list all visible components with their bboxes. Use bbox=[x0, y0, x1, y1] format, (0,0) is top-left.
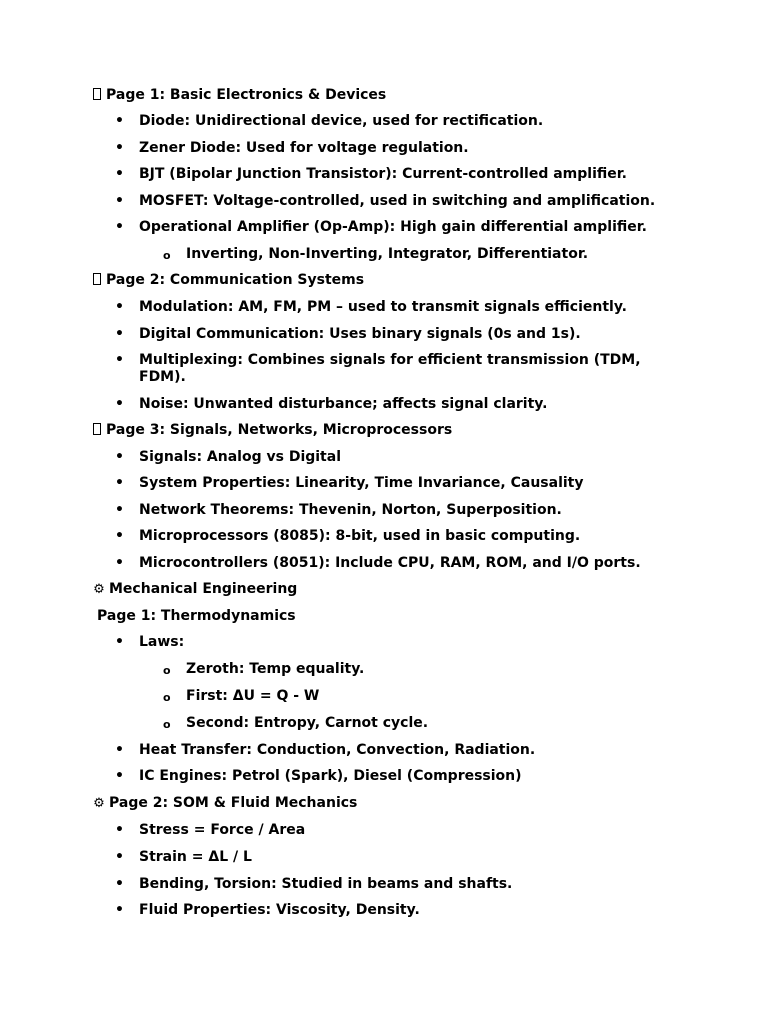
list-item-text: Signals: Analog vs Digital bbox=[139, 449, 341, 465]
list-item bbox=[115, 352, 659, 386]
circle-bullet-icon: o bbox=[163, 249, 171, 262]
list-item bbox=[115, 822, 679, 839]
list-item-text: Heat Transfer: Conduction, Convection, Radiation. bbox=[139, 742, 536, 758]
list-item bbox=[115, 768, 679, 785]
heading-text: Page 3: Signals, Networks, Microprocessors bbox=[106, 422, 453, 438]
circle-bullet-icon: o bbox=[163, 664, 171, 677]
bullet-icon: • bbox=[115, 849, 124, 865]
bullet-icon: • bbox=[115, 166, 124, 182]
bullet-icon: • bbox=[115, 352, 124, 368]
bullet-icon: • bbox=[115, 634, 124, 650]
sub-list-item-text: First: ΔU = Q - W bbox=[186, 688, 320, 704]
list-item bbox=[115, 742, 679, 759]
list-item-text: MOSFET: Voltage-controlled, used in switching and amplification. bbox=[139, 193, 656, 209]
list-item bbox=[115, 166, 679, 183]
list-item bbox=[115, 140, 679, 157]
section-heading-communication-systems bbox=[93, 272, 364, 289]
bullet-icon: • bbox=[115, 475, 124, 491]
bullet-icon: • bbox=[115, 113, 124, 129]
list-item-text: Laws: bbox=[139, 634, 185, 650]
list-item-text: Operational Amplifier (Op-Amp): High gain differential amplifier. bbox=[139, 219, 647, 235]
section-heading-basic-electronics bbox=[93, 87, 386, 104]
list-item-text: Diode: Unidirectional device, used for rectification. bbox=[139, 113, 544, 129]
heading-text: Page 2: Communication Systems bbox=[106, 272, 365, 288]
section-heading-signals-networks bbox=[93, 422, 452, 439]
list-item-text: System Properties: Linearity, Time Invariance, Causality bbox=[139, 475, 584, 491]
bullet-icon: • bbox=[115, 822, 124, 838]
sub-list-item bbox=[163, 661, 686, 678]
bullet-icon: • bbox=[115, 326, 124, 342]
bullet-icon: • bbox=[115, 768, 124, 784]
bullet-icon: • bbox=[115, 528, 124, 544]
list-item bbox=[115, 193, 679, 210]
list-item-text: Fluid Properties: Viscosity, Density. bbox=[139, 902, 420, 918]
list-item bbox=[115, 876, 679, 893]
list-item-text: Microprocessors (8085): 8-bit, used in basic computing. bbox=[139, 528, 581, 544]
list-item-text: Stress = Force / Area bbox=[139, 822, 306, 838]
gear-icon: ⚙ bbox=[93, 796, 105, 811]
sub-list-item-text: Zeroth: Temp equality. bbox=[186, 661, 365, 677]
heading-text: Page 1: Thermodynamics bbox=[97, 608, 296, 624]
section-heading-mechanical-engineering bbox=[93, 581, 297, 598]
heading-text: Page 1: Basic Electronics & Devices bbox=[106, 87, 387, 103]
list-item bbox=[115, 502, 679, 519]
circle-bullet-icon: o bbox=[163, 718, 171, 731]
bullet-icon: • bbox=[115, 219, 124, 235]
list-item bbox=[115, 113, 679, 130]
heading-text: Mechanical Engineering bbox=[109, 581, 298, 597]
bullet-icon: • bbox=[115, 449, 124, 465]
list-item bbox=[115, 475, 679, 492]
list-item bbox=[115, 396, 679, 413]
list-item-text: Strain = ΔL / L bbox=[139, 849, 252, 865]
list-item bbox=[115, 849, 679, 866]
list-item bbox=[115, 219, 679, 236]
bullet-icon: • bbox=[115, 742, 124, 758]
list-item bbox=[115, 555, 679, 572]
sub-list-item bbox=[163, 246, 686, 263]
missing-glyph-box-icon bbox=[93, 423, 101, 435]
list-item bbox=[115, 449, 679, 466]
list-item-text: Noise: Unwanted disturbance; affects signal clarity. bbox=[139, 396, 548, 412]
bullet-icon: • bbox=[115, 193, 124, 209]
circle-bullet-icon: o bbox=[163, 691, 171, 704]
bullet-icon: • bbox=[115, 902, 124, 918]
heading-text: Page 2: SOM & Fluid Mechanics bbox=[109, 795, 358, 811]
list-item-text: Zener Diode: Used for voltage regulation. bbox=[139, 140, 469, 156]
sub-list-item-text: Second: Entropy, Carnot cycle. bbox=[186, 715, 429, 731]
missing-glyph-box-icon bbox=[93, 88, 101, 100]
list-item-text: BJT (Bipolar Junction Transistor): Current-controlled amplifier. bbox=[139, 166, 627, 182]
bullet-icon: • bbox=[115, 299, 124, 315]
bullet-icon: • bbox=[115, 876, 124, 892]
sub-list-item bbox=[163, 715, 686, 732]
list-item-text: Microcontrollers (8051): Include CPU, RAM, ROM, and I/O ports. bbox=[139, 555, 641, 571]
list-item-text: Digital Communication: Uses binary signals (0s and 1s). bbox=[139, 326, 581, 342]
list-item bbox=[115, 902, 679, 919]
list-item bbox=[115, 634, 679, 651]
list-item-text: Multiplexing: Combines signals for efficient transmission (TDM, FDM). bbox=[139, 352, 641, 385]
list-item-text: Network Theorems: Thevenin, Norton, Superposition. bbox=[139, 502, 562, 518]
sub-list-item-text: Inverting, Non-Inverting, Integrator, Differentiator. bbox=[186, 246, 589, 262]
list-item bbox=[115, 326, 679, 343]
section-heading-thermodynamics bbox=[93, 608, 296, 625]
list-item-text: Bending, Torsion: Studied in beams and shafts. bbox=[139, 876, 513, 892]
list-item-text: IC Engines: Petrol (Spark), Diesel (Compression) bbox=[139, 768, 522, 784]
list-item bbox=[115, 299, 679, 316]
bullet-icon: • bbox=[115, 396, 124, 412]
bullet-icon: • bbox=[115, 502, 124, 518]
missing-glyph-box-icon bbox=[93, 273, 101, 285]
bullet-icon: • bbox=[115, 555, 124, 571]
list-item-text: Modulation: AM, FM, PM – used to transmit signals efficiently. bbox=[139, 299, 627, 315]
gear-icon: ⚙ bbox=[93, 582, 105, 597]
list-item bbox=[115, 528, 679, 545]
section-heading-som-fluid-mechanics bbox=[93, 795, 357, 812]
sub-list-item bbox=[163, 688, 686, 705]
bullet-icon: • bbox=[115, 140, 124, 156]
